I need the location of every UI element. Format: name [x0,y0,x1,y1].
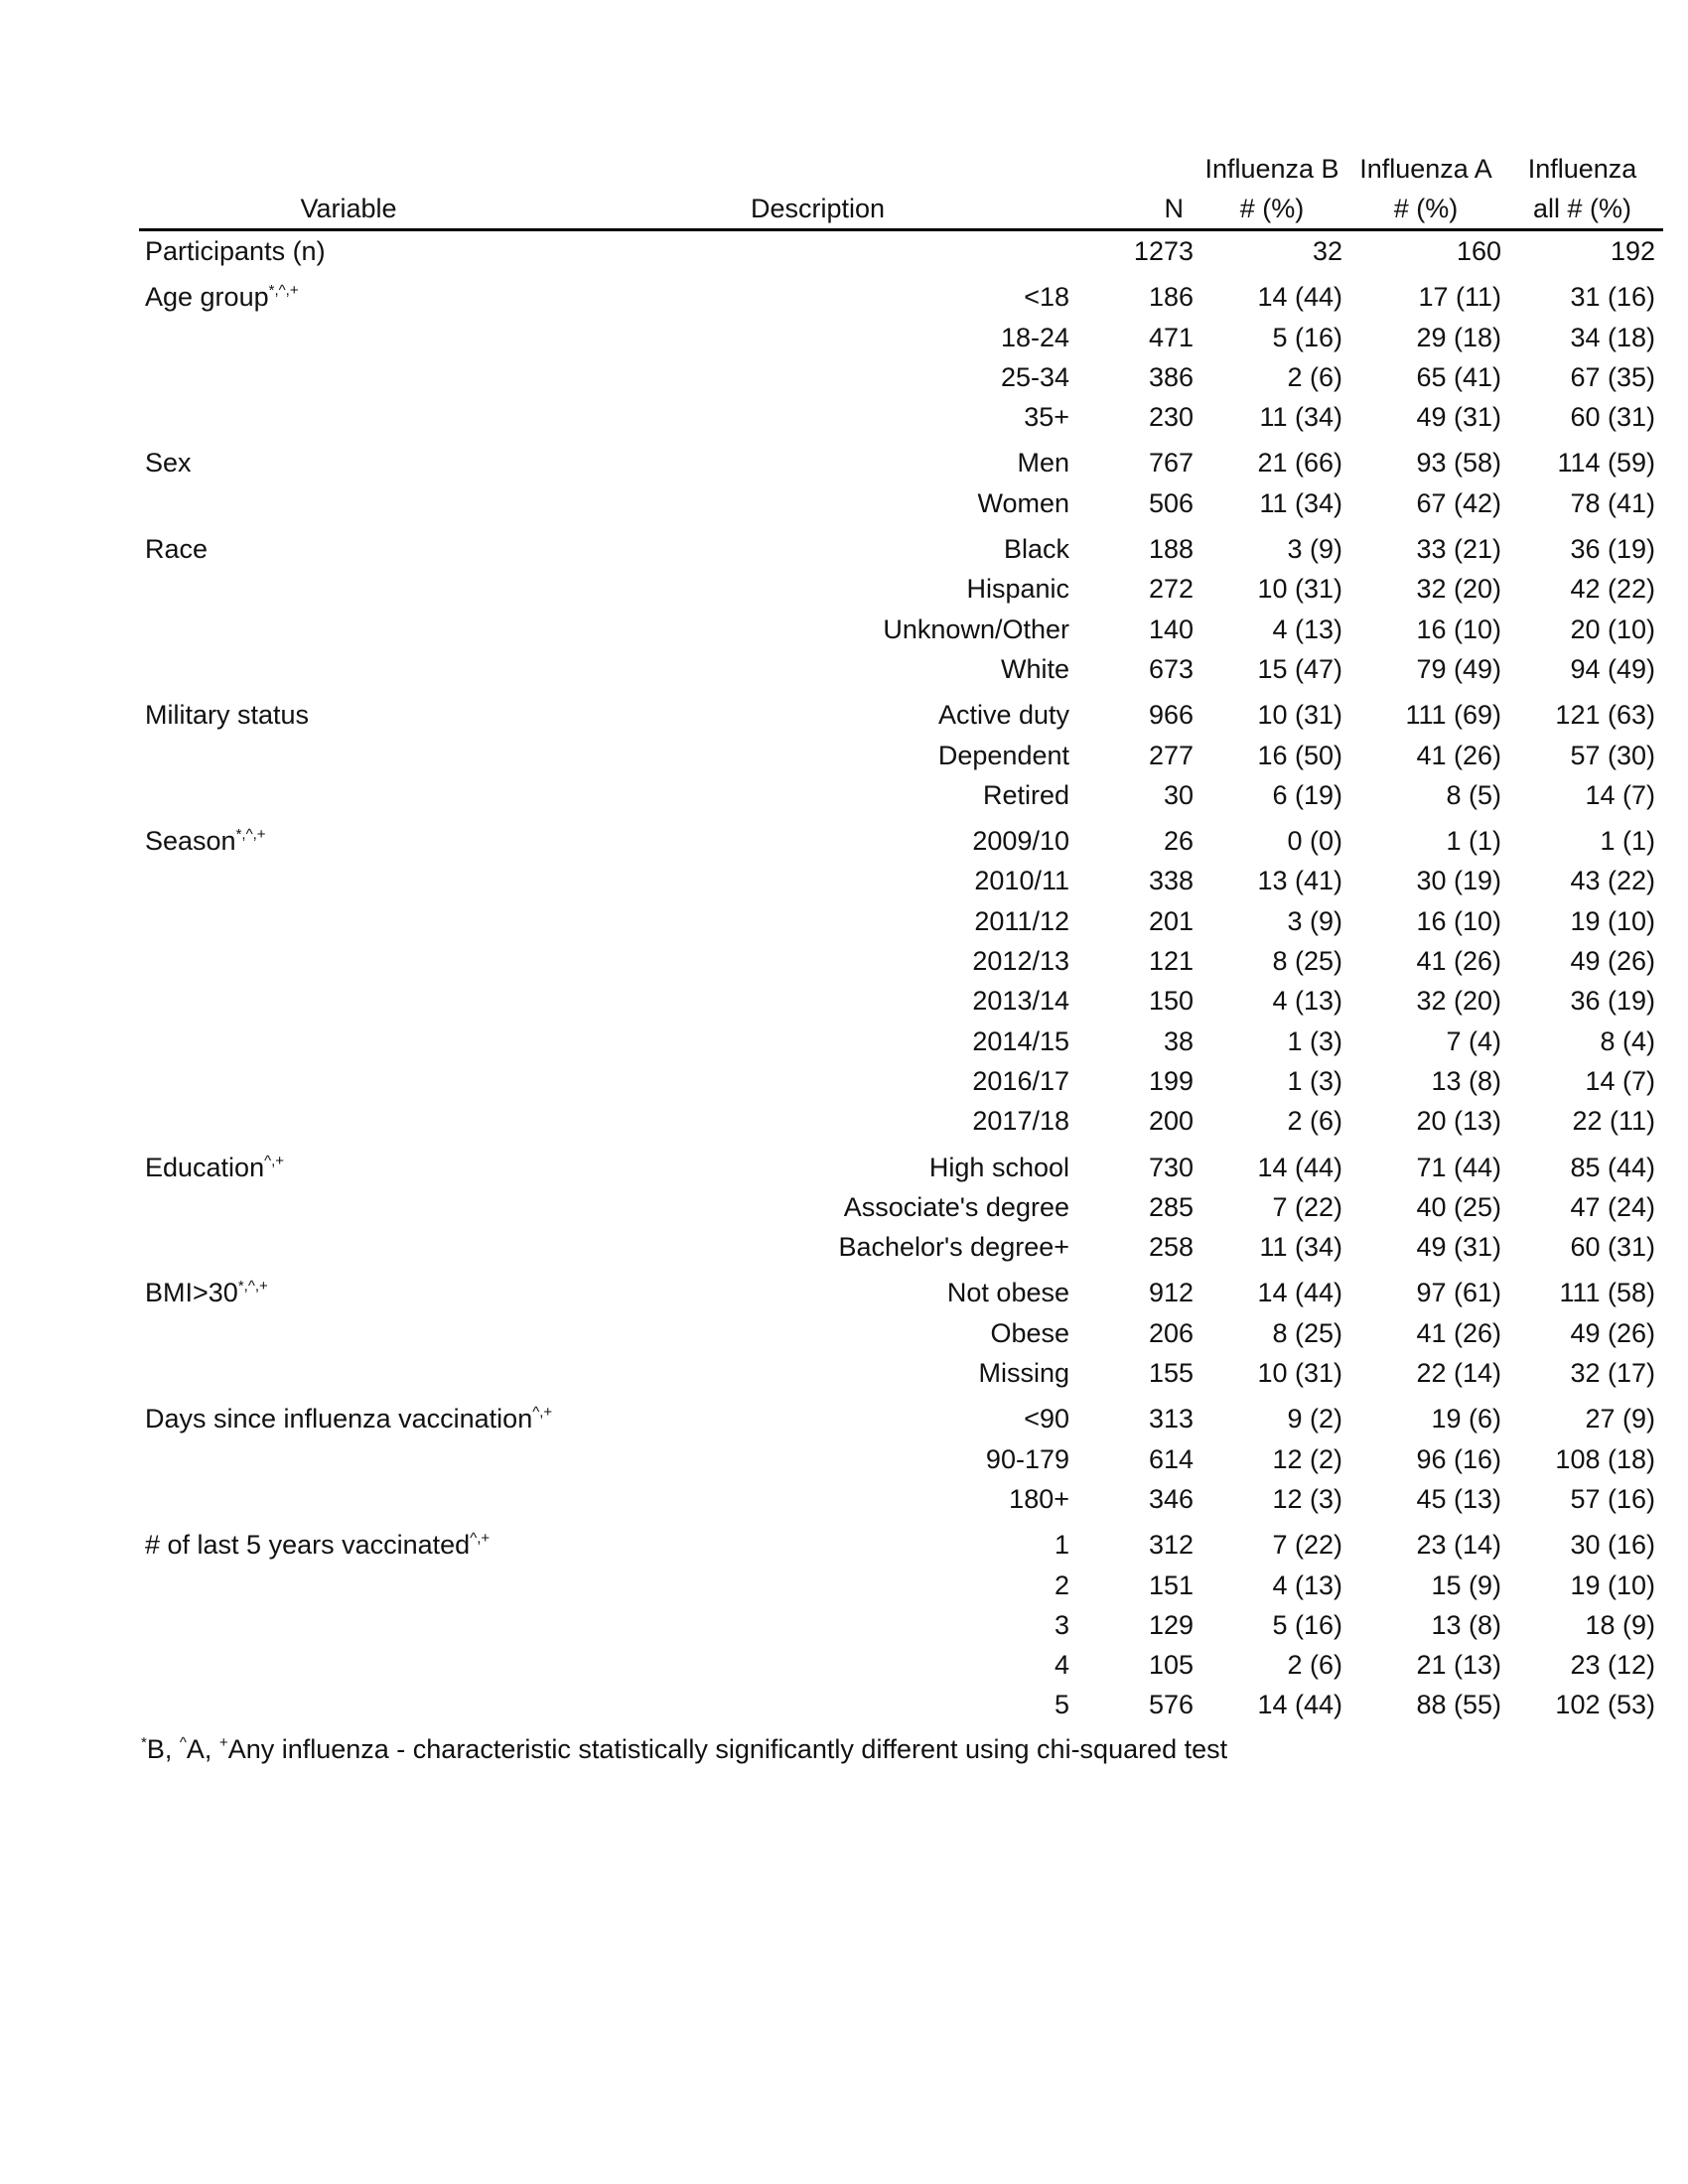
cell-description: 5 [1054,1690,1069,1720]
table-row [139,1142,1663,1187]
cell-description: Black [1003,534,1069,565]
cell-description: Hispanic [966,574,1069,605]
variable-label: # of last 5 years vaccinated [145,1530,471,1561]
cell-n: 38 [1163,1025,1194,1056]
cell-description: 2012/13 [972,946,1069,977]
cell-flu-a: 67 (42) [1416,487,1501,518]
table-row [139,318,1663,357]
table-row [139,1227,1663,1267]
table-row [139,1605,1663,1645]
variable-label: BMI>30 [145,1278,238,1308]
variable-label: Participants (n) [145,236,326,266]
cell-n: 186 [1148,282,1194,313]
cell-variable [139,1187,566,1227]
cell-variable [139,271,566,317]
table-row [139,981,1663,1021]
cell-flu-all: 111 (58) [1559,1278,1655,1308]
cell-flu-a: 160 [1456,236,1501,266]
cell-description: 2016/17 [972,1065,1069,1096]
cell-flu-all: 23 (12) [1570,1650,1655,1681]
table-row [139,397,1663,437]
cell-flu-all: 32 (17) [1570,1358,1655,1389]
cell-n: 312 [1148,1530,1194,1561]
cell-description: Men [1017,448,1069,478]
cell-n: 105 [1148,1650,1194,1681]
cell-description: 90-179 [985,1443,1069,1474]
table-body [139,230,1663,1725]
cell-flu-a: 16 (10) [1416,614,1501,644]
cell-n: 150 [1148,986,1194,1017]
cell-flu-all: 22 (11) [1572,1106,1655,1137]
cell-flu-b: 14 (44) [1257,1690,1342,1720]
cell-flu-all: 8 (4) [1600,1025,1655,1056]
cell-n: 277 [1148,740,1194,770]
cell-description: 2 [1054,1570,1069,1600]
cell-variable [139,1353,566,1393]
cell-flu-b: 32 [1312,236,1342,266]
cell-flu-b: 1 (3) [1287,1025,1342,1056]
cell-description: Obese [990,1317,1069,1348]
table-row [139,483,1663,523]
cell-flu-a: 29 (18) [1416,322,1501,352]
table-row [139,1022,1663,1061]
table-row [139,523,1663,569]
cell-flu-b: 5 (16) [1272,322,1342,352]
table-row [139,1061,1663,1101]
cell-n: 313 [1148,1404,1194,1434]
table-row [139,357,1663,397]
header-flu-all-line1: Influenza [1527,154,1637,184]
table-row [139,569,1663,609]
cell-flu-all: 36 (19) [1570,986,1655,1017]
table-row [139,1393,1663,1438]
cell-variable [139,397,566,437]
cell-variable [139,1061,566,1101]
cell-description: High school [928,1152,1069,1182]
cell-flu-all: 60 (31) [1570,1232,1655,1263]
cell-flu-b: 4 (13) [1272,614,1342,644]
cell-description: <90 [1024,1404,1069,1434]
cell-flu-b: 2 (6) [1287,361,1342,392]
cell-n: 576 [1148,1690,1194,1720]
table-row [139,775,1663,815]
table-row [139,1439,1663,1479]
cell-flu-all: 57 (30) [1570,740,1655,770]
cell-description: 2009/10 [972,826,1069,857]
header-description: Description [566,189,1077,230]
table-header [139,149,1663,230]
cell-variable [139,483,566,523]
table-row [139,815,1663,861]
cell-flu-b: 5 (16) [1272,1609,1342,1640]
cell-flu-b: 0 (0) [1287,826,1342,857]
cell-description: 180+ [1009,1483,1069,1514]
footnote-marker: * [141,1733,147,1751]
table-row [139,1519,1663,1565]
cell-variable [139,357,566,397]
table-row [139,1645,1663,1685]
cell-flu-b: 8 (25) [1272,1317,1342,1348]
cell-variable [139,523,566,569]
cell-n: 188 [1148,534,1194,565]
header-flu-all-line2: all # (%) [1509,189,1663,230]
cell-flu-b: 10 (31) [1257,574,1342,605]
cell-flu-all: 67 (35) [1570,361,1655,392]
table-row [139,901,1663,941]
cell-description: 1 [1054,1530,1069,1561]
cell-variable [139,861,566,900]
cell-flu-a: 49 (31) [1416,1232,1501,1263]
cell-n: 272 [1148,574,1194,605]
cell-variable [139,775,566,815]
cell-n: 338 [1148,866,1194,896]
cell-n: 155 [1148,1358,1194,1389]
table-row [139,1313,1663,1353]
cell-flu-a: 23 (14) [1416,1530,1501,1561]
cell-flu-a: 32 (20) [1416,574,1501,605]
cell-n: 26 [1163,826,1194,857]
cell-flu-b: 9 (2) [1287,1404,1342,1434]
cell-flu-a: 71 (44) [1416,1152,1501,1182]
cell-n: 767 [1148,448,1194,478]
cell-flu-all: 49 (26) [1570,946,1655,977]
variable-label: Age group [145,282,269,313]
cell-variable [139,1267,566,1312]
cell-flu-a: 13 (8) [1431,1609,1501,1640]
footnote-marker: + [218,1733,228,1751]
significance-marker: ^,+ [470,1530,491,1548]
cell-flu-all: 94 (49) [1570,653,1655,684]
cell-flu-a: 19 (6) [1431,1404,1501,1434]
cell-flu-all: 114 (59) [1557,448,1655,478]
cell-description: 2013/14 [972,986,1069,1017]
header-flu-b-line1: Influenza B [1204,154,1339,184]
cell-flu-all: 108 (18) [1555,1443,1655,1474]
footnote-text: A, [186,1733,219,1764]
cell-variable [139,569,566,609]
cell-flu-a: 41 (26) [1416,946,1501,977]
cell-variable [139,901,566,941]
cell-variable [139,1022,566,1061]
cell-flu-all: 19 (10) [1570,905,1655,936]
cell-description: 3 [1054,1609,1069,1640]
footnote-text: Any influenza - characteristic statistically significantly different using chi-squared test [227,1733,1228,1764]
cell-n: 614 [1148,1443,1194,1474]
significance-marker: ^,+ [264,1152,285,1169]
cell-flu-a: 45 (13) [1416,1483,1501,1514]
table-row [139,1353,1663,1393]
cell-flu-a: 13 (8) [1431,1065,1501,1096]
table-footnote [139,1729,1529,1769]
table-row [139,736,1663,775]
cell-variable [139,1519,566,1565]
variable-label: Days since influenza vaccination [145,1404,533,1434]
cell-flu-a: 49 (31) [1416,402,1501,433]
cell-n: 730 [1148,1152,1194,1182]
cell-description: 4 [1054,1650,1069,1681]
table-row [139,1685,1663,1724]
cell-n: 966 [1148,700,1194,731]
variable-label: Military status [145,700,310,731]
cell-flu-a: 79 (49) [1416,653,1501,684]
variable-label: Education [145,1152,265,1182]
cell-flu-a: 41 (26) [1416,740,1501,770]
cell-variable [139,981,566,1021]
cell-n: 346 [1148,1483,1194,1514]
cell-variable [139,649,566,689]
cell-n: 230 [1148,402,1194,433]
cell-n: 206 [1148,1317,1194,1348]
cell-n: 471 [1148,322,1194,352]
cell-description: Retired [982,779,1069,810]
footnote-marker: ^ [179,1733,187,1751]
table-row [139,941,1663,981]
cell-description: 2010/11 [974,866,1069,896]
cell-description: Unknown/Other [883,614,1069,644]
cell-flu-b: 12 (2) [1272,1443,1342,1474]
cell-flu-all: 42 (22) [1570,574,1655,605]
cell-flu-a: 40 (25) [1416,1191,1501,1222]
cell-flu-a: 93 (58) [1416,448,1501,478]
table-row [139,861,1663,900]
cell-flu-b: 15 (47) [1257,653,1342,684]
cell-flu-a: 111 (69) [1405,700,1501,731]
cell-flu-b: 8 (25) [1272,946,1342,977]
cell-flu-b: 2 (6) [1287,1106,1342,1137]
cell-n: 121 [1148,946,1194,977]
cell-variable [139,1605,566,1645]
cell-variable [139,1313,566,1353]
cell-description: Dependent [937,740,1069,770]
cell-description: Active duty [937,700,1069,731]
cell-n: 151 [1148,1570,1194,1600]
table-row [139,437,1663,482]
cell-n: 140 [1148,614,1194,644]
cell-flu-a: 21 (13) [1416,1650,1501,1681]
cell-flu-all: 47 (24) [1570,1191,1655,1222]
cell-flu-all: 19 (10) [1570,1570,1655,1600]
cell-flu-b: 2 (6) [1287,1650,1342,1681]
cell-flu-all: 34 (18) [1570,322,1655,352]
cell-flu-b: 4 (13) [1272,1570,1342,1600]
cell-n: 201 [1148,905,1194,936]
table-row [139,230,1663,272]
cell-flu-a: 32 (20) [1416,986,1501,1017]
cell-variable [139,1227,566,1267]
cell-description [566,230,1077,272]
cell-flu-a: 7 (4) [1446,1025,1501,1056]
cell-variable [139,1566,566,1605]
cell-flu-b: 21 (66) [1257,448,1342,478]
cell-flu-b: 16 (50) [1257,740,1342,770]
cell-variable [139,1142,566,1187]
cell-n: 506 [1148,487,1194,518]
cell-flu-a: 22 (14) [1416,1358,1501,1389]
cell-n: 673 [1148,653,1194,684]
cell-variable [139,1393,566,1438]
variable-label: Race [145,534,209,565]
cell-variable [139,318,566,357]
characteristics-table [139,149,1663,1725]
cell-flu-b: 14 (44) [1257,1278,1342,1308]
cell-flu-all: 30 (16) [1570,1530,1655,1561]
cell-flu-a: 20 (13) [1416,1106,1501,1137]
cell-flu-all: 60 (31) [1570,402,1655,433]
cell-flu-a: 33 (21) [1416,534,1501,565]
cell-n: 386 [1148,361,1194,392]
cell-flu-all: 49 (26) [1570,1317,1655,1348]
table-row [139,1187,1663,1227]
cell-flu-all: 1 (1) [1600,826,1655,857]
cell-flu-all: 57 (16) [1570,1483,1655,1514]
cell-variable [139,230,566,272]
cell-flu-b: 11 (34) [1259,1232,1342,1263]
table-row [139,271,1663,317]
cell-flu-a: 96 (16) [1416,1443,1501,1474]
cell-description: 18-24 [1000,322,1069,352]
cell-description: 2011/12 [974,905,1069,936]
cell-flu-all: 102 (53) [1555,1690,1655,1720]
footnote-text: B, [146,1733,180,1764]
cell-flu-b: 10 (31) [1257,700,1342,731]
cell-variable [139,437,566,482]
cell-flu-all: 85 (44) [1570,1152,1655,1182]
cell-n: 30 [1163,779,1194,810]
variable-label: Season [145,826,236,857]
cell-flu-a: 8 (5) [1446,779,1501,810]
significance-marker: *,^,+ [237,1278,268,1296]
cell-flu-a: 15 (9) [1431,1570,1501,1600]
cell-description: <18 [1024,282,1069,313]
cell-n: 200 [1148,1106,1194,1137]
cell-variable [139,689,566,735]
cell-description: White [1000,653,1069,684]
significance-marker: *,^,+ [268,282,299,300]
significance-marker: ^,+ [532,1404,553,1422]
variable-label: Sex [145,448,192,478]
cell-flu-b: 3 (9) [1287,534,1342,565]
cell-flu-all: 27 (9) [1585,1404,1655,1434]
cell-flu-b: 10 (31) [1257,1358,1342,1389]
cell-description: 25-34 [1000,361,1069,392]
cell-flu-b: 13 (41) [1257,866,1342,896]
cell-description: Missing [978,1358,1069,1389]
cell-description: Not obese [946,1278,1069,1308]
cell-flu-all: 192 [1610,236,1655,266]
cell-flu-a: 30 (19) [1416,866,1501,896]
cell-flu-b: 3 (9) [1287,905,1342,936]
table-row [139,649,1663,689]
table-row [139,1267,1663,1312]
table-row [139,610,1663,649]
cell-flu-b: 14 (44) [1257,1152,1342,1182]
cell-flu-all: 78 (41) [1570,487,1655,518]
cell-flu-a: 97 (61) [1416,1278,1501,1308]
cell-flu-all: 36 (19) [1570,534,1655,565]
cell-variable [139,1685,566,1724]
cell-variable [139,1645,566,1685]
cell-variable [139,1439,566,1479]
document-page [139,149,1655,1769]
cell-flu-a: 1 (1) [1446,826,1501,857]
table-row [139,1566,1663,1605]
header-flu-a-line2: # (%) [1350,189,1509,230]
cell-description: 35+ [1024,402,1069,433]
cell-flu-a: 16 (10) [1416,905,1501,936]
cell-variable [139,1101,566,1141]
cell-description: Women [977,487,1069,518]
cell-flu-b: 11 (34) [1259,402,1342,433]
cell-variable [139,736,566,775]
cell-n: 199 [1148,1065,1194,1096]
cell-flu-all: 14 (7) [1585,1065,1655,1096]
cell-n: 258 [1148,1232,1194,1263]
cell-description: 2014/15 [972,1025,1069,1056]
table-row [139,1479,1663,1519]
cell-n: 912 [1148,1278,1194,1308]
header-n: N [1077,189,1201,230]
header-flu-a-line1: Influenza A [1359,154,1492,184]
cell-n: 129 [1148,1609,1194,1640]
cell-variable [139,941,566,981]
cell-flu-b: 6 (19) [1272,779,1342,810]
cell-flu-b: 11 (34) [1259,487,1342,518]
cell-n: 1273 [1133,236,1194,266]
cell-flu-a: 88 (55) [1416,1690,1501,1720]
cell-flu-a: 17 (11) [1418,282,1501,313]
cell-description: Associate's degree [843,1191,1069,1222]
cell-flu-all: 14 (7) [1585,779,1655,810]
header-flu-b-line2: # (%) [1201,189,1350,230]
table-row [139,689,1663,735]
cell-variable [139,815,566,861]
table-row [139,1101,1663,1141]
cell-flu-all: 18 (9) [1585,1609,1655,1640]
cell-flu-all: 20 (10) [1570,614,1655,644]
header-variable: Variable [139,189,566,230]
cell-description: 2017/18 [972,1106,1069,1137]
cell-variable [139,610,566,649]
cell-flu-b: 12 (3) [1272,1483,1342,1514]
cell-flu-b: 7 (22) [1272,1530,1342,1561]
cell-flu-all: 43 (22) [1570,866,1655,896]
cell-description: Bachelor's degree+ [838,1232,1069,1263]
cell-n: 285 [1148,1191,1194,1222]
cell-flu-a: 41 (26) [1416,1317,1501,1348]
cell-flu-b: 14 (44) [1257,282,1342,313]
cell-variable [139,1479,566,1519]
significance-marker: *,^,+ [235,826,266,844]
cell-flu-b: 7 (22) [1272,1191,1342,1222]
cell-flu-all: 31 (16) [1570,282,1655,313]
cell-flu-b: 1 (3) [1287,1065,1342,1096]
cell-flu-b: 4 (13) [1272,986,1342,1017]
cell-flu-all: 121 (63) [1555,700,1655,731]
cell-flu-a: 65 (41) [1416,361,1501,392]
